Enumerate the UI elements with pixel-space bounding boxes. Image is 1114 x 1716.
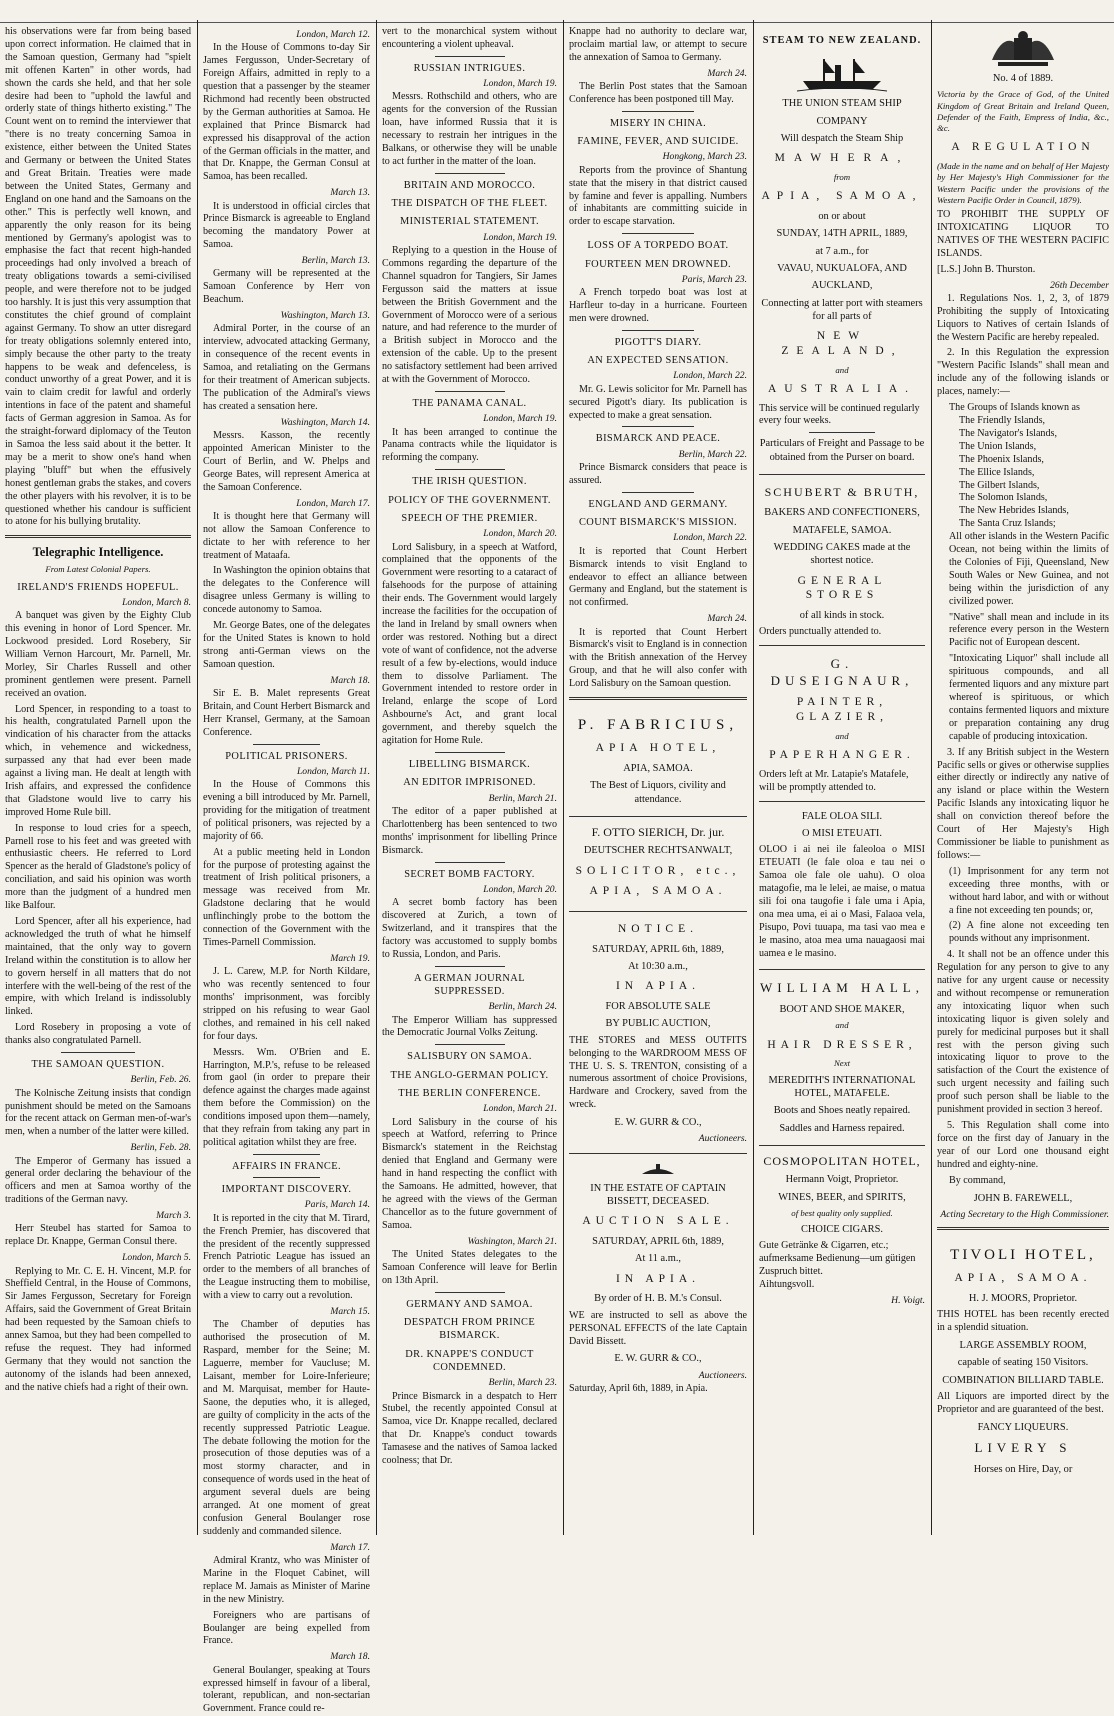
dateline: London, March 19.	[483, 78, 557, 90]
regulation-item: 5. This Regulation shall come into force on the first day of January in the year of our Lord one thousand eight hundred and eighty-nine.	[937, 1120, 1109, 1170]
advert-line: Connecting at latter port with steamers for all parts of	[761, 297, 923, 322]
article-paragraph: A banquet was given by the Eighty Club this evening in honor of Lord Spencer. Mr. Lockwood presided. Lord Rosebery, Sir William Vernon Harcourt, Mr. Parnell, Mr. Morley, Sir Charles Russell and other prominent gentlemen were present. Parnell received an ovation.	[5, 610, 191, 699]
advert-line: APIA, SAMOA.	[589, 885, 727, 898]
article-paragraph: The Berlin Post states that the Samoan Conference has been postponed till May.	[569, 80, 747, 105]
article-headline: A GERMAN JOURNAL SUPPRESSED.	[414, 972, 525, 997]
article-paragraph: It has been arranged to continue the Panama contracts while the liquidator is reforming the company.	[382, 426, 557, 464]
divider	[809, 432, 875, 433]
advert-line: APIA, SAMOA.	[954, 1272, 1092, 1285]
article-headline: BRITAIN AND MOROCCO.	[403, 179, 536, 191]
dateline: Paris, March 14.	[304, 1199, 370, 1211]
island-item: The Gilbert Islands,	[959, 479, 1040, 491]
dateline: Berlin, March 13.	[301, 255, 370, 267]
article-paragraph: In Washington the opinion obtains that the delegates to the Conference will disagree unless Germany is willing to concede autonomy to Samoa.	[203, 565, 370, 616]
advert-fale-oloa	[759, 802, 925, 971]
regulation-title: A REGULATION	[951, 141, 1095, 154]
article-paragraph: Admiral Porter, in the course of an interview, advocated attacking Germany, in consequence of the recent events in Samoa, and retaliating on the Germans for their treatment of American subjects. The publication of the Admiral's views has created a sensation here.	[203, 323, 370, 412]
article-subheadline: FOURTEEN MEN DROWNED.	[584, 258, 732, 270]
advert-line: WINES, BEER, and SPIRITS,	[778, 1191, 906, 1203]
estate-footer: Saturday, April 6th, 1889, in Apia.	[569, 1383, 708, 1394]
advert-line: This service will be continued regularly every four weeks.	[759, 402, 920, 427]
advert-line: LIVERY S	[974, 1440, 1072, 1456]
destination: VAVAU, NUKUALOFA, AND	[777, 262, 907, 274]
column-news-3	[377, 26, 562, 1532]
article-paragraph: In the House of Commons to-day Sir James Fergusson, Under-Secretary of Foreign Affairs, admitted in reply to a question that a passenger by the steamer Richmond had recently been obstructed by the German authorities at Samoa. He explained that Prince Bismarck had expressed his disapproval of the action of the German officials in the matter, and that Dr. Knappe, the German Consul at Samoa, has been recalled.	[203, 42, 370, 183]
island-item: The Navigator's Islands,	[959, 427, 1057, 439]
article-headline: ENGLAND AND GERMANY.	[588, 498, 728, 510]
advert-notice-auction	[569, 912, 747, 1154]
island-item: The Phoenix Islands,	[959, 453, 1044, 465]
advert-line: DEUTSCHER RECHTSANWALT,	[583, 845, 733, 857]
article-subheadline: THE BERLIN CONFERENCE.	[398, 1087, 541, 1099]
article-paragraph: Sir E. B. Malet represents Great Britain, and Count Herbert Bismarck and Herr Kransel, Germany, at the Samoan Conference.	[203, 687, 370, 738]
advert-line: GENERAL STORES	[797, 574, 887, 602]
article-paragraph: Admiral Krantz, who was Minister of Marine in the Floquet Cabinet, will replace M. Jamais as Minister of Marine in the new Ministry.	[203, 1555, 370, 1605]
column-news-4	[564, 26, 752, 1532]
advert-duseignaur	[759, 646, 925, 801]
divider	[435, 1292, 505, 1293]
article-headline: SECRET BOMB FACTORY.	[404, 868, 535, 880]
article-paragraph: It is reported that Count Herbert Bismarck intends to visit England to endeavor to effect an alliance between Germany and England, but the statement is not confirmed.	[569, 545, 747, 609]
regulation-item: 2. In this Regulation the expression "Western Pacific Islands" shall mean and include any of the following islands or places, namely:—	[937, 347, 1109, 398]
notice-place: IN APIA.	[615, 980, 701, 993]
advert-cosmopolitan	[759, 1146, 925, 1314]
divider	[435, 391, 505, 392]
crest-icon	[638, 1162, 678, 1178]
article-headline: RUSSIAN INTRIGUES.	[413, 62, 526, 74]
article-paragraph: It is understood in official circles that Prince Bismarck is agreeable to England becoming the mandatory Power at Samoa.	[203, 200, 370, 251]
notice-role: Auctioneers.	[698, 1133, 747, 1145]
divider	[622, 492, 693, 493]
island-item: The Solomon Islands,	[959, 492, 1048, 504]
advert-title: G. DUSEIGNAUR,	[770, 656, 914, 688]
article-subheadline: POLICY OF THE GOVERNMENT.	[388, 494, 551, 506]
article-paragraph: Lord Salisbury, in a speech at Watford, complained that the opponents of the Government were resorting to a cataract of falsehoods for the purpose of attaining their ends. The Government would largely increase the facilities for the occupation of the land in Ireland by small owners when order was restored. Nothing but a direct vote of want of confidence, not the adverse result of a few by-elections, would induce them to dissolve Parliament. The Government intended to restore order in Ireland, enlarge the scope of Lord Ashbourne's Act, and grant local government, and thereby squelch the agitation for Home Rule.	[382, 541, 557, 747]
article-subheadline: DESPATCH FROM PRINCE BISMARCK.	[403, 1316, 536, 1342]
column-adverts-5	[754, 26, 930, 1532]
dateline: London, March 21.	[483, 1103, 557, 1115]
article-paragraph: The Kolnische Zeitung insists that condign punishment should be meted on the Samoans for the recent attack on German men-of-war's men, when a number of the latter were killed.	[5, 1087, 191, 1138]
advert-line: Boots and Shoes neatly repaired.	[773, 1105, 911, 1117]
advert-line: Saddles and Harness repaired.	[779, 1122, 905, 1134]
article-paragraph: At a public meeting held in London for the purpose of protesting against the treatment of Irish political prisoners, a message was received from Mr. Gladstone declaring that he would unflinchingly probe to the bottom the connection of the Government with the Times-Parnell Commission.	[203, 846, 370, 948]
article-paragraph: Lord Rosebery in proposing a vote of thanks also congratulated Parnell.	[5, 1022, 191, 1047]
departure-date: SUNDAY, 14TH APRIL, 1889,	[776, 228, 908, 240]
advert-title: COSMOPOLITAN HOTEL,	[763, 1153, 921, 1168]
advert-line: of all kinds in stock.	[799, 610, 885, 622]
advert-line: Particulars of Freight and Passage to be obtained from the Purser on board.	[759, 438, 925, 463]
divider	[435, 56, 505, 57]
article-subheadline: THE DISPATCH OF THE FLEET.	[391, 198, 548, 210]
regulation-preamble: Victoria by the Grace of God, of the United Kingdom of Great Britain and Ireland Queen, Defender of the Faith, Empress of India, &c., &c.	[937, 89, 1109, 134]
dateline: March 17.	[330, 1541, 370, 1553]
dateline: Washington, March 21.	[467, 1235, 557, 1247]
article-subheadline: IMPORTANT DISCOVERY.	[221, 1184, 352, 1196]
islands-heading: The Groups of Islands known as	[949, 402, 1080, 414]
article-paragraph: Knappe had no authority to declare war, proclaim martial law, or attempt to secure the annexation of Samoa to Germany.	[569, 26, 747, 63]
article-headline: BISMARCK AND PEACE.	[595, 433, 721, 445]
estate-place: IN APIA.	[615, 1272, 701, 1285]
article-headline: THE IRISH QUESTION.	[412, 476, 527, 488]
article-subheadline: AN EXPECTED SENSATION.	[587, 355, 729, 367]
regulation-number: No. 4 of 1889.	[992, 73, 1054, 84]
section-subtitle: From Latest Colonial Papers.	[45, 564, 151, 575]
island-item: The New Hebrides Islands,	[959, 505, 1069, 517]
advert-line: CHOICE CIGARS.	[801, 1224, 883, 1236]
notice-line: FOR ABSOLUTE SALE	[605, 1001, 711, 1013]
advert-line: COMBINATION BILLIARD TABLE.	[942, 1374, 1104, 1386]
dateline: Paris, March 23.	[681, 273, 747, 285]
article-paragraph: J. L. Carew, M.P. for North Kildare, who was recently sentenced to four months' imprisonment, was forcibly stripped on his refusing to wear Gaol clothes, and remained in his cell naked for four days.	[203, 966, 370, 1042]
advert-signature: H. Voigt.	[891, 1295, 925, 1307]
column-news-2	[198, 26, 375, 1715]
advert-line: Horses on Hire, Day, or	[973, 1463, 1073, 1475]
article-paragraph: It is thought here that Germany will not allow the Samoan Conference to dictate to her with reference to her treatment of Mataafa.	[203, 510, 370, 561]
article-paragraph: The editor of a paper published at Charlottenberg has been sentenced to two months' imprisonment for libelling Prince Bismarck.	[382, 805, 557, 856]
estate-role: Auctioneers.	[698, 1369, 747, 1381]
article-paragraph: A French torpedo boat was lost at Harfleur to-day in a hurricane. Fourteen men were drowned.	[569, 287, 747, 324]
estate-body: WE are instructed to sell as above the PERSONAL EFFECTS of the late Captain David Bissett.	[569, 1309, 747, 1347]
island-item: The Ellice Islands,	[959, 466, 1035, 478]
divider	[622, 111, 693, 112]
advert-line: MATAFELE, SAMOA.	[792, 524, 892, 536]
article-paragraph: Mr. George Bates, one of the delegates for the United States is known to hold strong anti-German views on the Samoan question.	[203, 620, 370, 670]
divider	[253, 1177, 320, 1178]
advert-line: Next	[833, 1058, 851, 1069]
advert-sierich	[569, 817, 747, 912]
advert-line: COMPANY	[816, 115, 868, 127]
dateline: London, March 20.	[483, 528, 557, 540]
island-item: The Union Islands,	[959, 440, 1037, 452]
advert-william-hall	[759, 970, 925, 1145]
article-headline: THE PANAMA CANAL.	[412, 398, 527, 409]
dateline: London, March 19.	[483, 231, 557, 243]
advert-title: SCHUBERT & BRUTH,	[764, 484, 920, 499]
article-subheadline: THE ANGLO-GERMAN POLICY.	[390, 1069, 549, 1081]
advert-line: of best quality only supplied.	[791, 1207, 893, 1218]
article-paragraph: vert to the monarchical system without encountering a violent upheaval.	[382, 26, 557, 50]
regulation-date: 26th December	[1050, 279, 1109, 291]
advert-line: Orders left at Mr. Latapie's Matafele, will be promptly attended to.	[759, 768, 909, 793]
destination: NEW ZEALAND,	[781, 330, 903, 357]
dateline: Berlin, March 23.	[488, 1377, 557, 1389]
divider	[435, 752, 505, 753]
dateline: Berlin, March 24.	[488, 1001, 557, 1013]
divider	[5, 535, 191, 538]
dateline: March 18.	[330, 674, 370, 686]
regulation-made: (Made in the name and on behalf of Her Majesty by Her Majesty's High Commissioner for the Western Pacific under the provisions of the Western Pacific Order in Council, 1879).	[937, 161, 1109, 205]
island-item: The Santa Cruz Islands;	[959, 518, 1056, 530]
advert-line: WEDDING CAKES made at the shortest notice.	[773, 541, 911, 567]
article-paragraph: Germany will be represented at the Samoan Conference by Herr von Beachum.	[203, 268, 370, 306]
dateline: London, March 22.	[673, 370, 747, 382]
regulation-command: By command,	[949, 1174, 1006, 1186]
regulation-item: 3. If any British subject in the Western Pacific sells or gives or otherwise supplies either directly or indirectly any native of any island or place within the Western Pacific Islands any intoxicating liquor he shall on conviction thereof before the Court of Her Majesty's High Commissioner be liable to punishment as follows:—	[937, 746, 1109, 861]
article-headline: LOSS OF A TORPEDO BOAT.	[587, 240, 729, 252]
regulation-definition: All other islands in the Western Pacific Ocean, not being within the limits of the Colonies of Fiji, Queensland, New South Wales or New Guinea, and not being within the jurisdiction of any civilized power.	[949, 531, 1109, 607]
article-headline: MISERY IN CHINA.	[609, 117, 707, 129]
notice-title: NOTICE.	[617, 923, 699, 935]
article-paragraph: In response to loud cries for a speech, Parnell rose to his feet and was greeted with enthusiastic cheers. He referred to Lord Spencer as the herald of Gladstone's policy of conciliation, and said his opinion was worth more than the judgment of a hundred men like Balfour.	[5, 822, 191, 912]
advert-line: from	[833, 171, 851, 182]
article-paragraph: In the House of Commons this evening a bill introduced by Mr. Parnell, providing for the mitigation of treatment of political prisoners, was rejected by a majority of 66.	[203, 779, 370, 842]
estate-time: At 11 a.m.,	[634, 1253, 682, 1265]
advert-schubert	[759, 475, 925, 646]
article-paragraph: Messrs. Wm. O'Brien and E. Harrington, M.P.'s, refuse to be released from gaol (in order to prepare their defence against the charges made against them before the Commission) on the conditions imposed upon them—namely, that they refrain from taking any part in political agitation whilst they are free.	[203, 1046, 370, 1148]
notice-date: SATURDAY, APRIL 6th, 1889,	[592, 943, 724, 955]
article-subheadline: DR. KNAPPE'S CONDUCT CONDEMNED.	[405, 1348, 534, 1373]
dateline: March 15.	[330, 1306, 370, 1318]
destination: AUSTRALIA.	[767, 382, 917, 395]
article-paragraph: Foreigners who are partisans of Boulanger are being expelled from France.	[203, 1609, 370, 1647]
divider	[622, 426, 693, 427]
article-paragraph: The Emperor William has suppressed the Democratic Journal Volks Zeitung.	[382, 1014, 557, 1039]
advert-title: F. OTTO SIERICH, Dr. jur.	[591, 824, 725, 839]
advert-line: APIA HOTEL,	[595, 742, 721, 755]
article-paragraph: Messrs. Rothschild and others, who are agents for the conversion of the Russian loan, have informed Russia that it is necessary to restrain her intrigues in the Balkans, or otherwise they will be unable to act further in the matter of the loan.	[382, 91, 557, 167]
article-headline: SALISBURY ON SAMOA.	[407, 1051, 532, 1063]
dateline: London, March 22.	[673, 532, 747, 544]
divider	[569, 697, 747, 700]
article-paragraph: Replying to Mr. C. E. H. Vincent, M.P. for Sheffield Central, in the House of Commons, Sir James Fergusson, Secretary for Foreign Affairs, said the Government of Great Britain had been requested by the Samoan chiefs to annex Samoa, but they had been compelled to refuse the request. They had informed Germany that they would not sanction the autonomy of the islands had been annexed, and the native chiefs had a right of their own.	[5, 1265, 191, 1393]
advert-line: and	[835, 730, 849, 741]
dateline: London, March 5.	[122, 1252, 191, 1264]
advert-tivoli	[937, 1236, 1109, 1486]
advert-line: THE UNION STEAM SHIP	[782, 98, 902, 110]
dateline: Washington, March 13.	[280, 310, 370, 322]
estate-order: By order of H. B. M.'s Consul.	[594, 1293, 722, 1305]
advert-line: Hermann Voigt, Proprietor.	[785, 1174, 899, 1186]
article-subheadline: MINISTERIAL STATEMENT.	[400, 216, 539, 228]
dateline: London, March 11.	[296, 765, 370, 777]
article-paragraph: Replying to a question in the House of Commons regarding the departure of the Channel squadron for Tangiers, Sir James Fergusson said the matters at issue between the British Government and the Government of Morocco were of a serious nature, and had reference to the murder of a British subject in Morocco and the extension of the cable. Up to the present no satisfactory settlement had been arrived at with the Government of Morocco.	[382, 245, 557, 386]
advert-line: Orders punctually attended to.	[759, 626, 882, 638]
divider	[622, 233, 693, 234]
advert-line: BAKERS AND CONFECTIONERS,	[764, 507, 920, 519]
divider	[435, 1044, 505, 1045]
divider	[435, 966, 505, 967]
article-paragraph: Lord Spencer, after all his experience, had acknowledged the truth of what he himself maintained, that the only way to govern Ireland within the constitution is to allow her to govern herself in all matters that do not interfere with the well-being of the rest of the empire, with which Ireland is indissolubly linked.	[5, 916, 191, 1018]
dateline: March 24.	[707, 613, 747, 625]
regulation-penalty: (1) Imprisonment for any term not exceeding three months, with or without hard labor, and with or without a fine not exceeding ten pounds; or,	[949, 865, 1109, 916]
advert-line: Aihtungsvoll.	[759, 1279, 815, 1291]
divider	[435, 862, 505, 863]
advert-body: THIS HOTEL has been recently erected in a splendid situation.	[937, 1309, 1109, 1334]
advert-line: and	[835, 1020, 849, 1031]
article-paragraph: Lord Salisbury in the course of his speech at Watford, referring to Prince Bismarck's statement in the Reichstag denied that England and Germany were hand in hand respecting the conflict with the Samoans. He admitted, however, that he agreed with the views of the German Chancellor as to the future government of Samoa.	[382, 1116, 557, 1231]
notice-body: THE STORES and MESS OUTFITS belonging to the WARDROOM MESS OF THE U. S. S. TRENTON, consisting of a numerous assortment of choice Provisions, Hardware and Crockery, saved from the wreck.	[569, 1034, 747, 1111]
column-regulation	[932, 26, 1114, 1532]
regulation-signature: JOHN B. FAREWELL,	[973, 1192, 1073, 1204]
estate-title: IN THE ESTATE OF CAPTAIN BISSETT, DECEASED.	[590, 1182, 726, 1208]
divider	[937, 1227, 1109, 1230]
notice-time: At 10:30 a.m.,	[628, 961, 688, 973]
estate-sale: AUCTION SALE.	[582, 1215, 734, 1228]
advert-title: STEAM TO NEW ZEALAND.	[762, 35, 922, 46]
dateline: Hongkong, March 23.	[662, 151, 747, 163]
advert-line: BOOT AND SHOE MAKER,	[779, 1004, 905, 1016]
notice-line: BY PUBLIC AUCTION,	[605, 1018, 711, 1030]
article-paragraph: Lord Spencer, in responding to a toast to his health, congratulated Parnell upon the vindication of his character from the attacks which, in vehemence and wickedness, surpassed any that had ever been made against a living man. He dealt at length with Irish affairs, and expressed the confidence that Gladstone would live to carry his improved Home Rule bill.	[5, 703, 191, 818]
article-paragraph: General Boulanger, speaking at Tours expressed himself in favour of a liberal, tolerant, republican, and non-sectarian Government. France could re-	[203, 1664, 370, 1715]
article-paragraph: It is reported in the city that M. Tirard, the French Premier, has discovered that the president of the recently suppressed French Patriotic League has issued an order to the members of all branches of the League instructing them to mobilise, with a view to carry out a revolution.	[203, 1212, 370, 1302]
article-headline: PIGOTT'S DIARY.	[614, 336, 702, 348]
article-paragraph: Herr Steubel has started for Samoa to replace Dr. Knappe, German Consul there.	[5, 1223, 191, 1248]
regulation-item: 1. Regulations Nos. 1, 2, 3, of 1879 Prohibiting the supply of Intoxicating Liquors to Natives of certain Islands of the Western Pacific are hereby repealed.	[937, 292, 1109, 343]
section-title: Telegraphic Intelligence.	[32, 545, 164, 560]
advert-title: P. FABRICIUS,	[577, 717, 739, 734]
advert-line: HAIR DRESSER,	[767, 1038, 917, 1051]
advert-line: PAPERHANGER.	[769, 749, 915, 762]
advert-line: on or about	[818, 210, 866, 222]
regulation-definition: "Intoxicating Liquor" shall include all spirituous compounds, and all fermented liquors and any mixture part whereof is spirituous, or which contains fermented liquors and mixture or preparation containing any drug capable of producing intoxication.	[949, 653, 1109, 742]
article-paragraph: Mr. G. Lewis solicitor for Mr. Parnell has secured Pigott's diary. Its publication is expected to make a great sensation.	[569, 383, 747, 421]
advert-line: H. J. MOORS, Proprietor.	[968, 1293, 1078, 1305]
article-headline: POLITICAL PRISONERS.	[225, 750, 348, 762]
dateline: March 13.	[330, 187, 370, 199]
destination: AUCKLAND,	[811, 280, 873, 292]
advert-title: WILLIAM HALL,	[760, 980, 924, 996]
dateline: Washington, March 14.	[280, 416, 370, 428]
advert-title: FALE OLOA SILI.	[801, 810, 883, 822]
article-paragraph: Prince Bismarck considers that peace is assured.	[569, 462, 747, 486]
article-headline: AFFAIRS IN FRANCE.	[232, 1160, 341, 1172]
regulation-penalty: (2) A fine alone not exceeding ten pounds without any imprisonment.	[949, 920, 1109, 945]
article-headline: GERMANY AND SAMOA.	[406, 1298, 533, 1310]
advert-body: OLOO i ai nei ile faleoloa o MISI ETEUATI (le fale oloa e tau nei o Samoa ole fale ole uahu). O oloa matagofie, ma le lelei, ae maise, o matua sili foi ona taugofie i fale uma i Apia, ona mea uma, ei ai o Masi, Falaoa vela, Pisupo, Povi tuuapa, ma tasi vao mea e le masino, atoa mea uma nauagaosi mai uamea e le masino.	[759, 844, 925, 959]
top-rule	[0, 22, 1114, 23]
regulation-seal: [L.S.] John B. Thurston.	[937, 263, 1036, 275]
dateline: March 19.	[330, 952, 370, 964]
advert-line: Gute Getränke & Cigarren, etc.; aufmerksame Bedienung—um gütigen Zuspruch bittet.	[759, 1240, 916, 1278]
advert-line: FANCY LIQUEURS.	[977, 1421, 1069, 1433]
regulation-item: 4. It shall not be an offence under this Regulation for any person to give to any native for any urgent cause or necessity and without recompense or remuneration any intoxicating liquor when such intoxicating liquor is given solely and purely for medicinal purposes but it shall rest with the person giving such intoxicating liquor to prove to the satisfaction of the Court the existence of such urgent necessity and failing such proof such person shall be liable to the punishment provided in section 3 hereof.	[937, 949, 1109, 1116]
article-subheadline: AN EDITOR IMPRISONED.	[403, 777, 536, 789]
article-paragraph: It is reported that Count Herbert Bismarck's visit to England is in connection with the British annexation of the Hervey Group, and that he will also confer with Lord Salisbury on the Samoan question.	[569, 626, 747, 690]
estate-date: SATURDAY, APRIL 6th, 1889,	[592, 1236, 724, 1248]
article-paragraph: Prince Bismarck in a despatch to Herr Stubel, the recently appointed Consul at Samoa, vice Dr. Knappe recalled, declared that Dr. Knappe's conduct towards Tamasese and the natives of Samoa lacked coolness; that Dr.	[382, 1390, 557, 1467]
advert-line: and	[835, 364, 849, 375]
article-paragraph: The Emperor of Germany has issued a general order declaring the behaviour of the officers and men at Samoa worthy of the traditions of the German navy.	[5, 1155, 191, 1206]
divider	[61, 1052, 135, 1053]
regulation-signature-role: Acting Secretary to the High Commissioner.	[940, 1208, 1109, 1220]
dateline: March 24.	[707, 67, 747, 79]
editorial-paragraph: his observations were far from being based upon correct information. He claimed that in the Samoan question, Germany had "spielt mit offenen Karten" in other words, had shown the cards she held, and that her sole desire had been to "uphold the lawful and orderly state of things hitherto existing." The Count went on to remind the interviewer that "there is no treaty concerning Samoa in existence, either between the United States and Germany or between the United States and Great Britain. Treaties were made between the United States, Germany and England on one hand and the Samoans on the other." This is perfectly well known, and apparently the only reason for its being mentioned by Germany's apologist was to emphasise the fact that recent high-handed proceedings had only involved a breach of treaty obligations towards a semi-civilised people, and were therefore not to be judged too harshly. It is just this very assumption that constitutes the chief ground of complaint against Germany. To show an utter disregard for treaty obligations solemnly entered into, simply because the other party to the treaty happens to be weak and defenceless, is conduct unworthy of a great Power, and it is vain to claim credit for lawful and orderly intentions in face of the patent and shameful facts of German aggresion in Samoa. As for the straight-forward diplomacy of the Teuton in Samoa the less said about it the better. It may be a merit to show one's hand when playing "bluff" but when the effusively honest gentleman grabs the stakes, and covers the other players with his revolver, it is to be questioned whether his candour is sufficient to atone for his bullying brutality.	[5, 26, 191, 528]
advert-line: The Best of Liquors, civility and attendance.	[590, 780, 726, 805]
advert-union-steam	[759, 26, 925, 475]
advert-line: PAINTER, GLAZIER,	[795, 696, 889, 724]
advert-body: All Liquors are imported direct by the Proprietor and are guaranteed of the best.	[937, 1391, 1109, 1415]
dateline: Berlin, Feb. 28.	[130, 1142, 191, 1154]
article-headline: LIBELLING BISMARCK.	[408, 759, 531, 770]
article-subheadline: COUNT BISMARCK'S MISSION.	[578, 517, 738, 529]
divider	[253, 744, 320, 745]
advert-line: LARGE ASSEMBLY ROOM,	[959, 1340, 1087, 1352]
dateline: London, March 20.	[483, 883, 557, 895]
regulation-heading: TO PROHIBIT THE SUPPLY OF INTOXICATING LIQUOR TO NATIVES OF THE WESTERN PACIFIC ISLANDS.	[937, 209, 1109, 259]
article-paragraph: The United States delegates to the Samoan Conference will leave for Berlin on 13th April.	[382, 1248, 557, 1286]
divider	[253, 1154, 320, 1155]
advert-line: capable of seating 150 Visitors.	[957, 1357, 1089, 1369]
advert-fabricius	[569, 706, 747, 817]
advert-estate-sale	[569, 1154, 747, 1402]
dateline: London, March 8.	[122, 596, 191, 608]
island-item: The Friendly Islands,	[959, 414, 1046, 426]
advert-line: Will despatch the Steam Ship	[780, 132, 904, 144]
advert-line: SOLICITOR, etc.,	[575, 864, 741, 877]
divider	[435, 173, 505, 174]
notice-signature: E. W. GURR & CO.,	[614, 1117, 702, 1129]
advert-line: APIA, SAMOA,	[761, 190, 923, 203]
dateline: London, March 19.	[483, 413, 557, 425]
estate-signature: E. W. GURR & CO.,	[614, 1353, 702, 1365]
advert-title: TIVOLI HOTEL,	[950, 1247, 1096, 1264]
divider	[435, 469, 505, 470]
article-paragraph: Messrs. Kasson, the recently appointed American Minister to the Court of Berlin, and W. Phelps and George Bates, will represent America at the Samoan Conference.	[203, 429, 370, 493]
dateline: Berlin, Feb. 26.	[130, 1074, 191, 1086]
dateline: Berlin, March 21.	[488, 792, 557, 804]
article-headline: IRELAND'S FRIENDS HOPEFUL.	[17, 581, 179, 593]
article-paragraph: A secret bomb factory has been discovered at Zurich, a town of Switzerland, and it transpires that the factory was accustomed to supply bombs to Russia, London, and Paris.	[382, 897, 557, 960]
advert-title: O MISI ETEUATI.	[802, 828, 882, 840]
dateline: London, March 17.	[296, 497, 370, 509]
dateline: March 18.	[330, 1651, 370, 1663]
divider	[622, 330, 693, 331]
advert-line: MEREDITH'S INTERNATIONAL HOTEL, MATAFELE.	[768, 1074, 916, 1099]
dateline: March 3.	[156, 1210, 191, 1222]
steamship-icon	[797, 51, 887, 93]
departure-time: at 7 a.m., for	[815, 245, 869, 257]
ship-name: MAWHERA,	[774, 152, 910, 165]
column-editorial	[0, 26, 196, 1532]
article-paragraph: Reports from the province of Shantung state that the misery in that district caused by famine and fever is appalling. Numbers of inhabitants are committing suicide in order to escape starvation.	[569, 164, 747, 228]
royal-arms-icon	[988, 30, 1058, 68]
article-paragraph: The Chamber of deputies has authorised the prosecution of M. Raspard, member for the Seine; M. Laguerre, member for Vaucluse; M. Laisant, member for Loire-Inferieure; and M. Marquisat, member for Haute-Saone, the deputies who, it is alleged, are guilty of complicity in the acts of the recently suppressed Patriotic League. The debate following the motion for the prosecution of those deputies was of a most stormy character, and in consequence of words used in the heat of argument several duels are being arranged. At one moment of great confusion General Boulanger rose suddenly and commanded silence.	[203, 1319, 370, 1537]
dateline: Berlin, March 22.	[678, 448, 747, 460]
article-subheadline: SPEECH OF THE PREMIER.	[401, 512, 538, 524]
advert-line: APIA, SAMOA.	[623, 762, 693, 774]
article-subheadline: FAMINE, FEVER, AND SUICIDE.	[577, 136, 739, 148]
dateline: London, March 12.	[296, 29, 370, 40]
article-headline: THE SAMOAN QUESTION.	[31, 1059, 165, 1071]
regulation-definition: "Native" shall mean and include in its reference every person in the Western Pacific not of European descent.	[949, 611, 1109, 649]
